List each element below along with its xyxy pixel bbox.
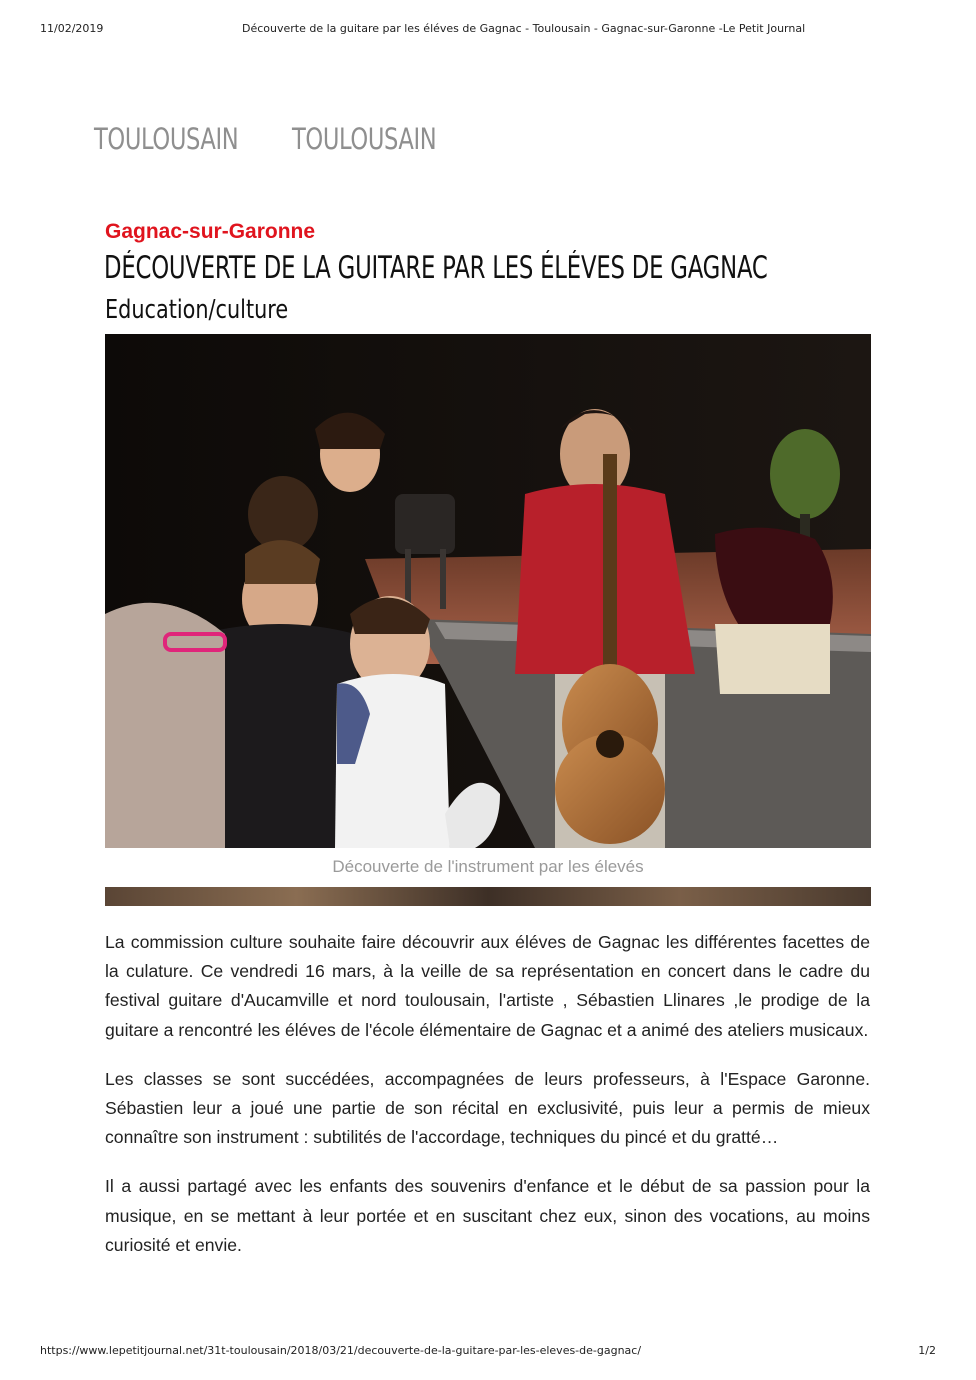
guitar-workshop-photo — [105, 334, 871, 848]
article-paragraph-2: Les classes se sont succédées, accompagnées de leurs professeurs, à l'Espace Garonne. Sébastien leur a joué une partie de son récital en exclusivité, puis leur a permis de mieux connaître son instrument : subtilités de l'accordage, techniques du pincé et du gratté… — [105, 1068, 870, 1148]
article-paragraph-1: La commission culture souhaite faire découvrir aux éléves de Gagnac les différentes facettes de la culature. Ce vendredi 16 mars, à la veille de sa représentation en concert dans le cadre du festival guitare d'Aucamville et nord toulousain, l'artiste , Sébastien Llinares ,le prodige de la guitare a rencontré les éléves de l'école élémentaire de Gagnac et a animé des ateliers musicaux. — [105, 932, 870, 1040]
article-locality[interactable]: Gagnac-sur-Garonne — [105, 220, 316, 243]
next-photo-preview-strip — [105, 887, 871, 906]
print-date: 11/02/2019 — [40, 22, 104, 35]
print-url: https://www.lepetitjournal.net/31t-toulousain/2018/03/21/decouverte-de-la-guitare-par-les-eleves-de-gagnac/ — [40, 1344, 642, 1357]
print-page-number: 1/2 — [918, 1344, 936, 1357]
brand-logo-toulousain-secondary[interactable]: TOULOUSAIN — [292, 122, 437, 156]
article-body — [105, 928, 870, 1280]
article-photo — [105, 334, 871, 848]
article-category[interactable]: Education/culture — [105, 295, 289, 325]
print-page-title: Découverte de la guitare par les éléves de Gagnac - Toulousain - Gagnac-sur-Garonne -Le Petit Journal — [242, 22, 806, 35]
print-header — [40, 22, 936, 38]
brand-logo-toulousain[interactable]: TOULOUSAIN — [94, 122, 239, 156]
site-brand-nav — [94, 122, 437, 156]
photo-caption: Découverte de l'instrument par les élevés — [332, 857, 644, 876]
article-paragraph-3: Il a aussi partagé avec les enfants des souvenirs d'enfance et le début de sa passion pour la musique, en se mettant à leur portée et en suscitant chez eux, sinon des vocations, au moins curiosité et envie. — [105, 1176, 870, 1255]
article-headline: DÉCOUVERTE DE LA GUITARE PAR LES ÉLÉVES DE GAGNAC — [104, 250, 768, 286]
